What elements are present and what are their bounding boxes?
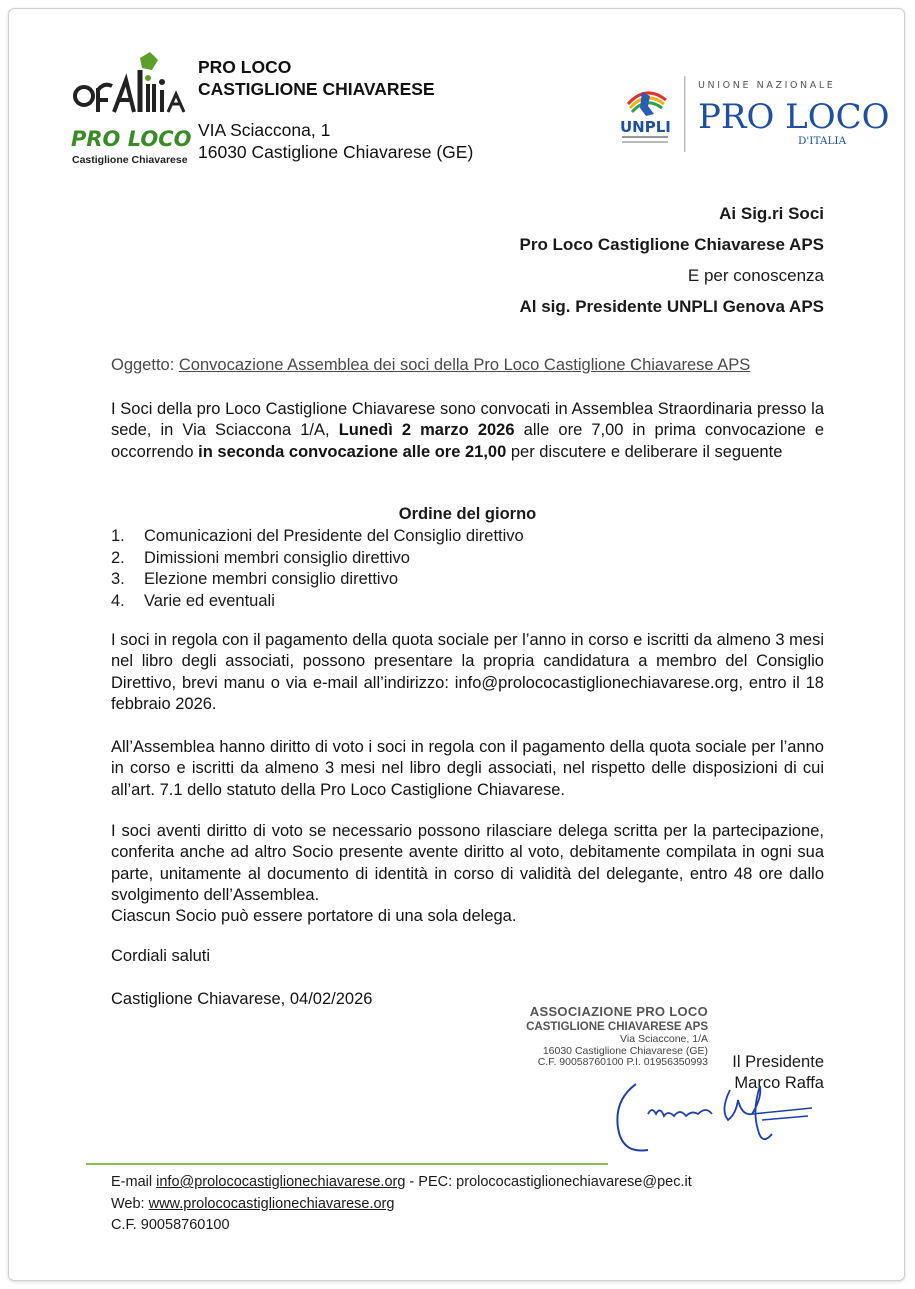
recipient-line1: Ai Sig.ri Soci [719,204,824,223]
signatory-name: Marco Raffa [734,1074,824,1092]
intro-text-3: per discutere e deliberare il seguente [506,442,783,461]
org-name [198,56,435,100]
address-line1: VIA Sciaccona, 1 [198,120,331,140]
svg-text:Castiglione Chiavarese: Castiglione Chiavarese [72,154,188,166]
closing-greeting: Cordiali saluti [111,947,211,965]
place-date: Castiglione Chiavarese, 04/02/2026 [111,990,373,1008]
intro-second-call: in seconda convocazione alle ore 21,00 [198,442,507,461]
address-line2: 16030 Castiglione Chiavarese (GE) [198,142,474,162]
footer [111,1172,692,1237]
list-item: 1. Comunicazioni del Presidente del Consiglio direttivo [111,527,524,545]
agenda-list [111,526,524,612]
stamp-line3: Via Sciaccone, 1/A [620,1033,708,1045]
list-item: 3. Elezione membri consiglio direttivo [111,570,399,588]
pec-address: prolococastiglionechiavarese@pec.it [456,1174,692,1190]
recipient-line4: Al sig. Presidente UNPLI Genova APS [519,297,824,316]
svg-text:PRO LOCO: PRO LOCO [71,127,192,151]
org-name-line2: CASTIGLIONE CHIAVARESE [198,79,435,99]
proxy-paragraph [111,821,824,927]
stamp-line5: C.F. 90058760100 P.I. 01956350993 [537,1056,708,1068]
voting-paragraph: All’Assemblea hanno diritto di voto i soci in regola con il pagamento della quota sociale per l’anno in corso e iscritti da almeno 3 mesi nel libro degli associati, nel rispetto delle disposizioni di cui all’art. 7.1 dello statuto della Pro Loco Castiglione Chiavarese. [111,738,824,799]
list-item: 2. Dimissioni membri consiglio direttivo [111,548,410,567]
pro-loco-castiglione-logo [68,50,190,168]
footer-divider [86,1163,608,1165]
agenda-title: Ordine del giorno [398,505,537,523]
svg-text:PRO LOCO: PRO LOCO [698,97,890,137]
svg-text:UNIONE NAZIONALE: UNIONE NAZIONALE [698,80,836,91]
subject-text: Convocazione Assemblea dei soci della Pro Loco Castiglione Chiavarese APS [178,356,751,374]
svg-text:D'ITALIA: D'ITALIA [798,135,847,147]
svg-text:UNPLI: UNPLI [620,118,671,136]
proxy-limit-text: Ciascun Socio può essere portatore di una sola delega. [111,907,517,926]
footer-web: Web: www.prolococastiglionechiavarese.org [111,1195,395,1212]
stamp-line1: ASSOCIAZIONE PRO LOCO [529,1004,708,1019]
signatory-role: Il Presidente [732,1053,824,1071]
intro-text-1: I Soci della pro Loco Castiglione Chiavarese sono convocati in Assemblea Straordinaria presso la sede, in Via Sciaccona 1/A, [111,400,824,440]
footer-tax-code: C.F. 90058760100 [111,1217,230,1233]
recipient-line2: Pro Loco Castiglione Chiavarese APS [519,235,824,254]
unpli-pro-loco-italia-logo [618,70,890,156]
org-name-line1: PRO LOCO [198,57,292,77]
intro-date: Lunedì 2 marzo 2026 [338,421,515,440]
stamp-line4: 16030 Castiglione Chiavarese (GE) [542,1044,708,1057]
subject-label: Oggetto: [111,356,175,374]
recipients-block [519,198,824,322]
intro-text-2: alle ore 7,00 in prima convocazione e occorrendo [111,421,825,461]
email-link[interactable]: info@prolococastiglionechiavarese.org [156,1174,406,1190]
association-stamp [504,1004,708,1069]
website-link[interactable]: www.prolococastiglionechiavarese.org [148,1195,395,1212]
candidature-paragraph: I soci in regola con il pagamento della quota sociale per l’anno in corso e iscritti da almeno 3 mesi nel libro degli associati, possono presentare la propria candidatura a membro del Consiglio Direttivo, brevi manu o via e-mail all’indirizzo: info@prolococastiglionechiavarese.org, entro il 18 febbraio 2026. [111,631,824,713]
footer-contacts: E-mail info@prolococastiglionechiavarese.org - PEC: prolococastiglionechiavarese@pec.it [111,1174,692,1190]
handwritten-signature [612,1070,822,1160]
proxy-text: I soci aventi diritto di voto se necessario possono rilasciare delega scritta per la partecipazione, conferita anche ad altro Socio presente avente diritto al voto, debitamente compilata in ogni sua parte, unitamente al documento di identità in corso di validità del delegante, entro 48 ore dallo svolgimento dell’Assemblea. [111,822,824,904]
stamp-line2: CASTIGLIONE CHIAVARESE APS [526,1021,708,1033]
list-item: 4. Varie ed eventuali [111,591,275,610]
org-address [198,119,473,163]
recipient-line3: E per conoscenza [687,266,824,285]
subject-line [111,356,750,375]
intro-paragraph [111,399,824,463]
